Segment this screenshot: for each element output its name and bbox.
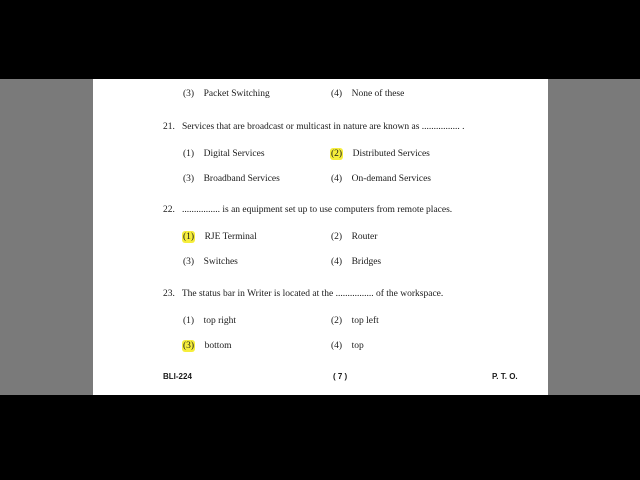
option-4-none-of-these <box>331 88 404 100</box>
option-number-highlighted: (2) <box>331 149 343 159</box>
q23-option-1 <box>183 315 236 327</box>
option-number: (4) <box>331 341 343 351</box>
option-text: top left <box>351 316 379 326</box>
footer-course-code: BLI-224 <box>163 372 192 381</box>
q22-option-3 <box>183 256 238 268</box>
option-number: (4) <box>331 89 343 99</box>
q23-option-2 <box>331 315 379 327</box>
q23-option-4 <box>331 340 364 352</box>
q21-option-3 <box>183 173 280 185</box>
q22-option-2 <box>331 231 377 243</box>
option-text: None of these <box>351 89 405 99</box>
option-text: On-demand Services <box>351 174 431 184</box>
option-text: top right <box>203 316 237 326</box>
question-23 <box>163 288 443 300</box>
q22-option-4 <box>331 256 381 268</box>
question-text: ................ is an equipment set up to use computers from remote places. <box>182 205 453 215</box>
question-number: 21. <box>163 122 175 132</box>
option-text: Digital Services <box>203 149 265 159</box>
option-number: (2) <box>331 232 343 242</box>
question-22 <box>163 204 452 216</box>
option-number: (4) <box>331 174 343 184</box>
option-number: (3) <box>183 174 195 184</box>
right-gray-margin <box>548 79 640 395</box>
option-number: (4) <box>331 257 343 267</box>
option-number: (2) <box>331 316 343 326</box>
question-text: Services that are broadcast or multicast in nature are known as ................ . <box>182 122 465 132</box>
q22-option-1 <box>182 231 257 243</box>
option-text: Bridges <box>351 257 382 267</box>
option-number: (3) <box>183 89 195 99</box>
q23-option-3 <box>182 340 232 352</box>
q21-option-1 <box>183 148 265 160</box>
option-text: top <box>351 341 364 351</box>
option-number-highlighted: (1) <box>183 232 195 242</box>
option-text: Switches <box>203 257 238 267</box>
footer-page-number: ( 7 ) <box>333 372 348 381</box>
left-gray-margin <box>0 79 93 395</box>
option-text: bottom <box>204 341 232 351</box>
option-text: Router <box>351 232 378 242</box>
question-text: The status bar in Writer is located at the ................ of the workspace. <box>181 289 444 299</box>
option-text: RJE Terminal <box>204 232 257 242</box>
question-number: 22. <box>163 205 175 215</box>
option-number: (3) <box>183 257 195 267</box>
option-number: (1) <box>183 149 195 159</box>
q21-option-2 <box>330 148 430 160</box>
option-3-packet-switching <box>183 88 270 100</box>
footer-pto: P. T. O. <box>492 372 518 381</box>
option-text: Distributed Services <box>352 149 430 159</box>
option-number: (1) <box>183 316 195 326</box>
option-number-highlighted: (3) <box>183 341 195 351</box>
q21-option-4 <box>331 173 431 185</box>
option-text: Broadband Services <box>203 174 280 184</box>
option-text: Packet Switching <box>203 89 270 99</box>
question-21 <box>163 121 465 133</box>
question-number: 23. <box>163 289 175 299</box>
exam-page <box>93 79 548 395</box>
